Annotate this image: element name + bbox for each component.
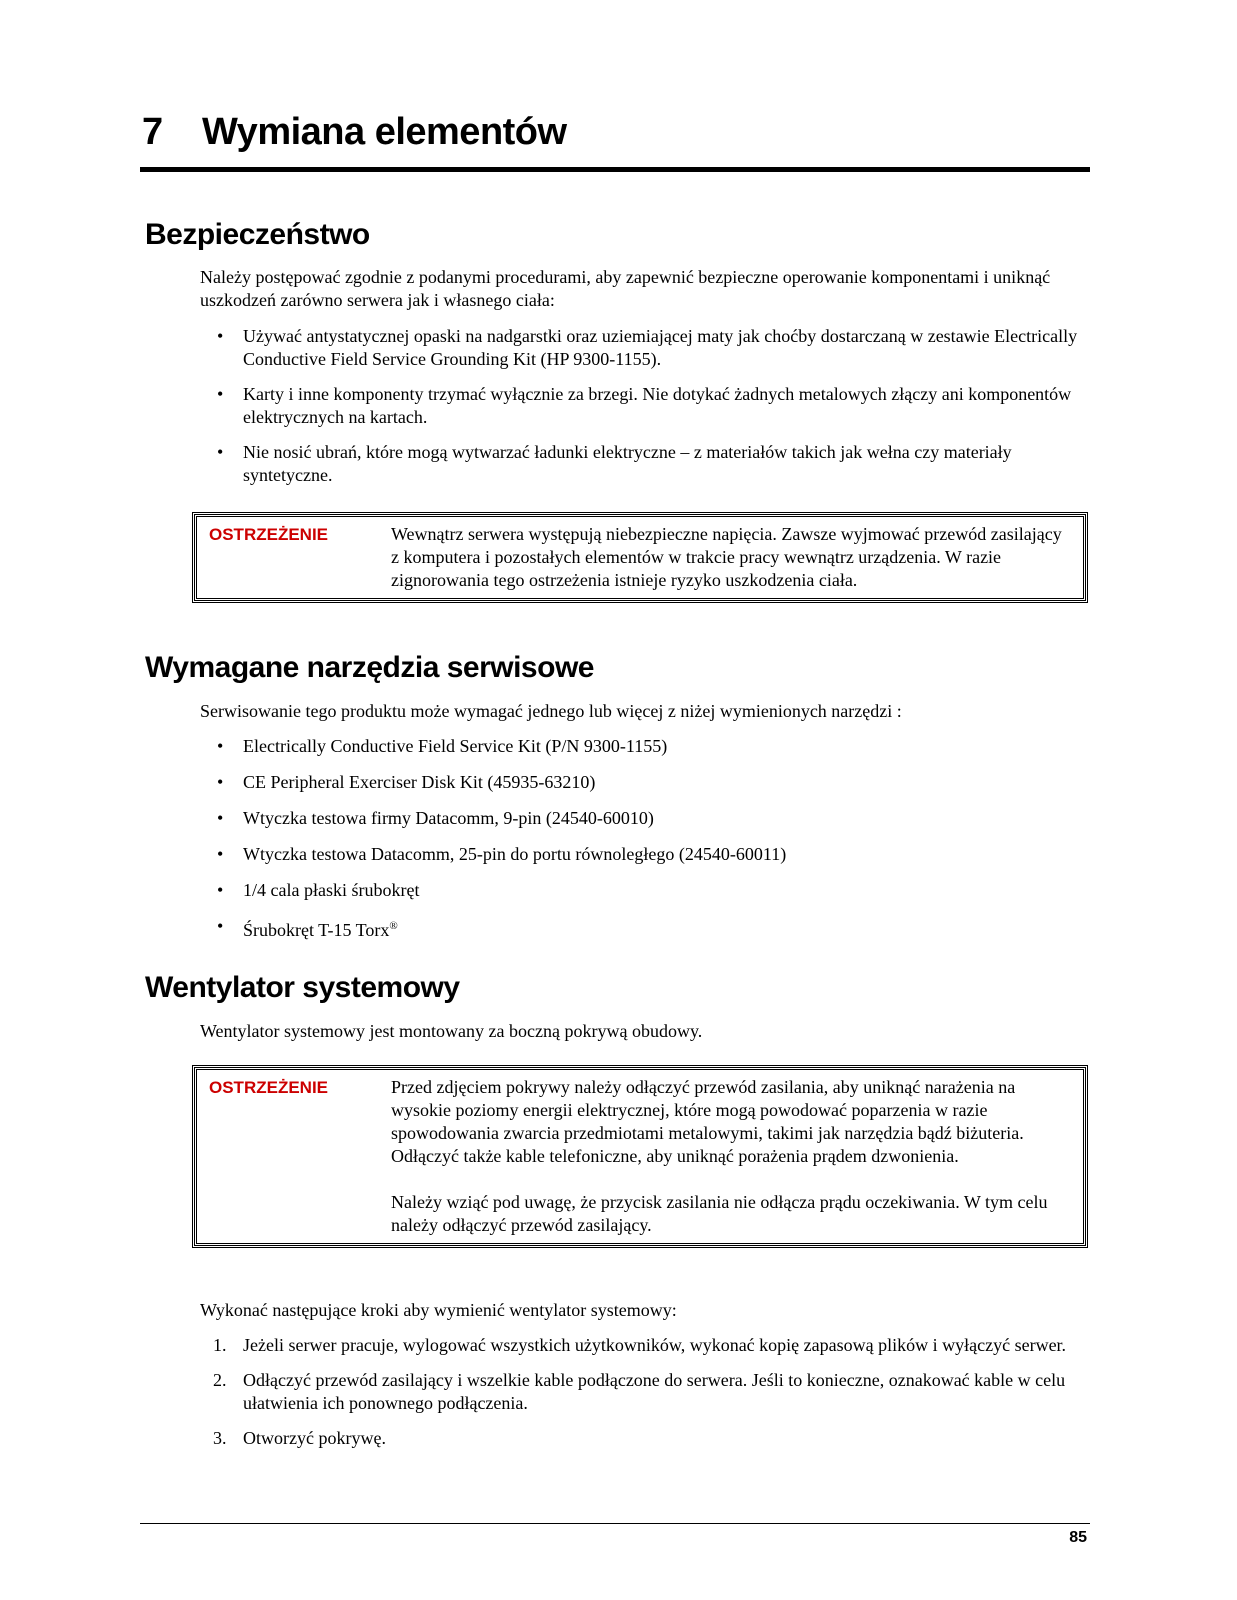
bullet-icon: • <box>217 844 224 864</box>
step-item: 2. Odłączyć przewód zasilający i wszelkie kable podłączone do serwera. Jeśli to konieczne, oznakować kable w celu ułatwienia ich ponownego podłączenia. <box>213 1370 1066 1413</box>
page-number: 85 <box>1069 1529 1087 1546</box>
bullet-icon: • <box>217 384 224 404</box>
chapter-number: 7 <box>142 111 163 153</box>
list-item: • Nie nosić ubrań, które mogą wytwarzać ładunki elektryczne – z materiałów takich jak wełna czy materiały syntetyczne. <box>217 442 1012 485</box>
bullet-icon: • <box>217 772 224 792</box>
steps-list <box>200 1334 1090 1450</box>
bullet-icon: • <box>217 808 224 828</box>
bullet-icon: • <box>217 736 224 756</box>
bullet-icon: • <box>217 880 224 900</box>
list-item: • Śrubokręt T-15 Torx® <box>217 916 398 940</box>
fan-intro: Wentylator systemowy jest montowany za boczną pokrywą obudowy. <box>200 1021 703 1041</box>
warning-label: OSTRZEŻENIE <box>209 525 329 544</box>
warning-label: OSTRZEŻENIE <box>209 1078 329 1097</box>
warning-text: Przed zdjęciem pokrywy należy odłączyć przewód zasilania, aby uniknąć narażenia na wysokie poziomy energii elektrycznej, które mogą powodować poparzenia w razie spowodowania zwarcia przedmiotami metalowymi, takimi jak narzędzia bądź biżuteria. Odłączyć także kable telefoniczne, aby uniknąć porażenia prądem dzwonienia. <box>391 1077 1024 1166</box>
bullet-icon: • <box>217 326 224 346</box>
chapter-title-text: Wymiana elementów <box>202 111 567 153</box>
warning-box-fan <box>192 1065 1088 1248</box>
warning-text: Wewnątrz serwera występują niebezpieczne napięcia. Zawsze wyjmować przewód zasilający z komputera i pozostałych elementów w trakcie pracy wewnątrz urządzenia. W razie zignorowania tego ostrzeżenia istnieje ryzyko uszkodzenia ciała. <box>391 524 1062 590</box>
tools-list <box>200 735 1090 942</box>
list-item: • Wtyczka testowa Datacomm, 25-pin do portu równoległego (24540-60011) <box>217 844 787 864</box>
step-item: 3. Otworzyć pokrywę. <box>213 1428 386 1448</box>
safety-intro: Należy postępować zgodnie z podanymi procedurami, aby zapewnić bezpieczne operowanie komponentami i uniknąć uszkodzeń zarówno serwera jak i własnego ciała: <box>200 267 1051 310</box>
list-item: • Karty i inne komponenty trzymać wyłącznie za brzegi. Nie dotykać żadnych metalowych złączy ani komponentów elektrycznych na kartach. <box>217 384 1072 427</box>
section-heading-safety: Bezpieczeństwo <box>145 218 370 251</box>
safety-bullet-list <box>200 325 1090 487</box>
list-item: • Electrically Conductive Field Service Kit (P/N 9300-1155) <box>217 736 668 756</box>
section-heading-fan: Wentylator systemowy <box>145 971 460 1004</box>
warning-box-safety <box>192 512 1088 603</box>
tools-intro: Serwisowanie tego produktu może wymagać jednego lub więcej z niżej wymienionych narzędzi : <box>200 701 902 721</box>
footer-rule <box>140 1523 1090 1524</box>
steps-intro: Wykonać następujące kroki aby wymienić wentylator systemowy: <box>200 1300 677 1320</box>
list-item: • 1/4 cala płaski śrubokręt <box>217 880 420 900</box>
warning-text: Należy wziąć pod uwagę, że przycisk zasilania nie odłącza prądu oczekiwania. W tym celu należy odłączyć przewód zasilający. <box>391 1192 1048 1235</box>
chapter-rule <box>140 167 1090 172</box>
registered-mark: ® <box>389 920 398 932</box>
list-item: • Używać antystatycznej opaski na nadgarstki oraz uziemiającej maty jak choćby dostarczaną w zestawie Electrically Conductive Field Service Grounding Kit (HP 9300-1155). <box>217 326 1078 369</box>
chapter-title <box>142 108 567 156</box>
bullet-icon: • <box>217 442 224 462</box>
step-item: 1. Jeżeli serwer pracuje, wylogować wszystkich użytkowników, wykonać kopię zapasową plików i wyłączyć serwer. <box>213 1335 1067 1355</box>
list-item: • CE Peripheral Exerciser Disk Kit (45935-63210) <box>217 772 596 792</box>
section-heading-tools: Wymagane narzędzia serwisowe <box>145 651 594 684</box>
bullet-icon: • <box>217 916 224 936</box>
list-item: • Wtyczka testowa firmy Datacomm, 9-pin (24540-60010) <box>217 808 654 828</box>
